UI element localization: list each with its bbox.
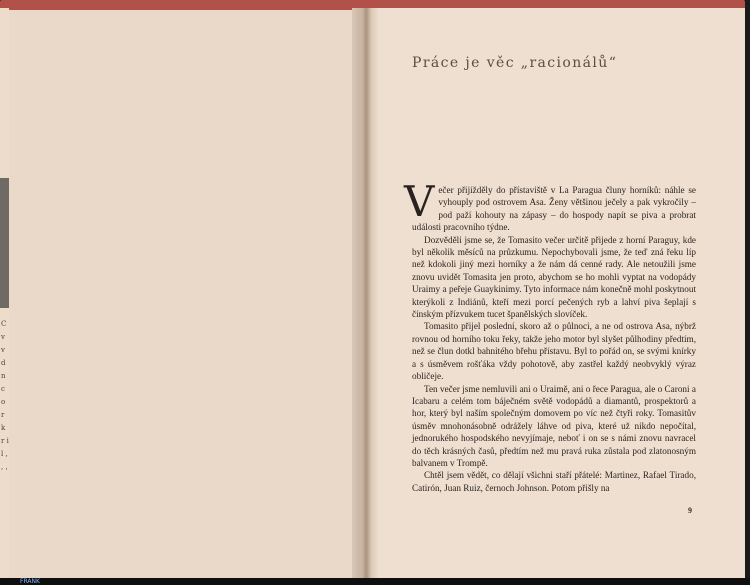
drop-cap: V — [404, 177, 435, 226]
paragraph-3: Tomasito přijel poslední, skoro až o půlnoci, a ne od ostrova Asa, nýbrž rovnou od horního toku řeky, takže jeho motor byl slyšet půlhodiny předtím, než se člun dotkl bahnitého břehu přístavu. Byl to pořád on, se svými knírky a s úsměvem rošťáka vždy pohotově, aby zastřel každý neobvyklý výraz obličeje. — [412, 321, 696, 382]
underlying-page-strip — [0, 8, 9, 583]
book-gutter — [352, 8, 378, 580]
page-number: 9 — [688, 506, 692, 515]
paragraph-4: Ten večer jsme nemluvili ani o Uraimě, ani o řece Paragua, ale o Caroni a Icabaru a celém tom báječném světě vodopádů a diamantů, prospektorů a hor, který byl naším společným domovem po víc než čtyři roky. Tomasitův úsměv mnohonásobně odrážely láhve od piva, které už nikdo nepočítal, jednorukého hospodského nevyjímaje, neboť i on se s námi znovu navracel do těch krásných časů, předtím než mu pravá ruka zůstala pod zlatonosným balvanem v Trompě. — [412, 383, 696, 468]
chapter-title: Práce je věc „racionálů“ — [412, 55, 618, 71]
bottom-mark: FRANK — [20, 578, 40, 585]
left-page-blank — [9, 10, 365, 578]
paragraph-5: Chtěl jsem vědět, co dělají všichni staří přátelé: Martinez, Rafael Tirado, Catirón, Juan Ruiz, černoch Johnson. Potom přišly na — [412, 470, 696, 493]
paragraph-2: Dozvěděli jsme se, že Tomasito večer určitě přijede z horní Paraguy, kde byl několik měsíců na průzkumu. Nepochybovali jsme, že teď zná řeku líp než kdokoli jiný mezi horníky a že nám dá cenné rady. Ale netoužili jsme znovu uvidět Tomasita jen proto, abychom se ho mohli vyptat na vodopády Uraimy a peřeje Guaykinimy. Tyto informace nám konečně mohl poskytnout kterýkoli z Indiánů, kteří mezi porcí pečených ryb a lahví piva šeplají s čínským přízvukem tucet španělských slovíček. — [412, 234, 696, 320]
paragraph-1: Večer přijížděly do přístaviště v La Paragua čluny horníků: náhle se vyhouply pod ostrovem Asa. Ženy většinou ječely a pak vykročily – pod paží kohouty na zápasy – do hospody napít se piva a probrat události pracovního týdne. — [404, 177, 696, 233]
underlying-page-letters: C v v d n c o r k r i l , , , — [1, 320, 9, 471]
body-text — [404, 177, 696, 494]
underlying-photo — [0, 178, 9, 308]
bottom-dark-strip — [0, 578, 750, 585]
